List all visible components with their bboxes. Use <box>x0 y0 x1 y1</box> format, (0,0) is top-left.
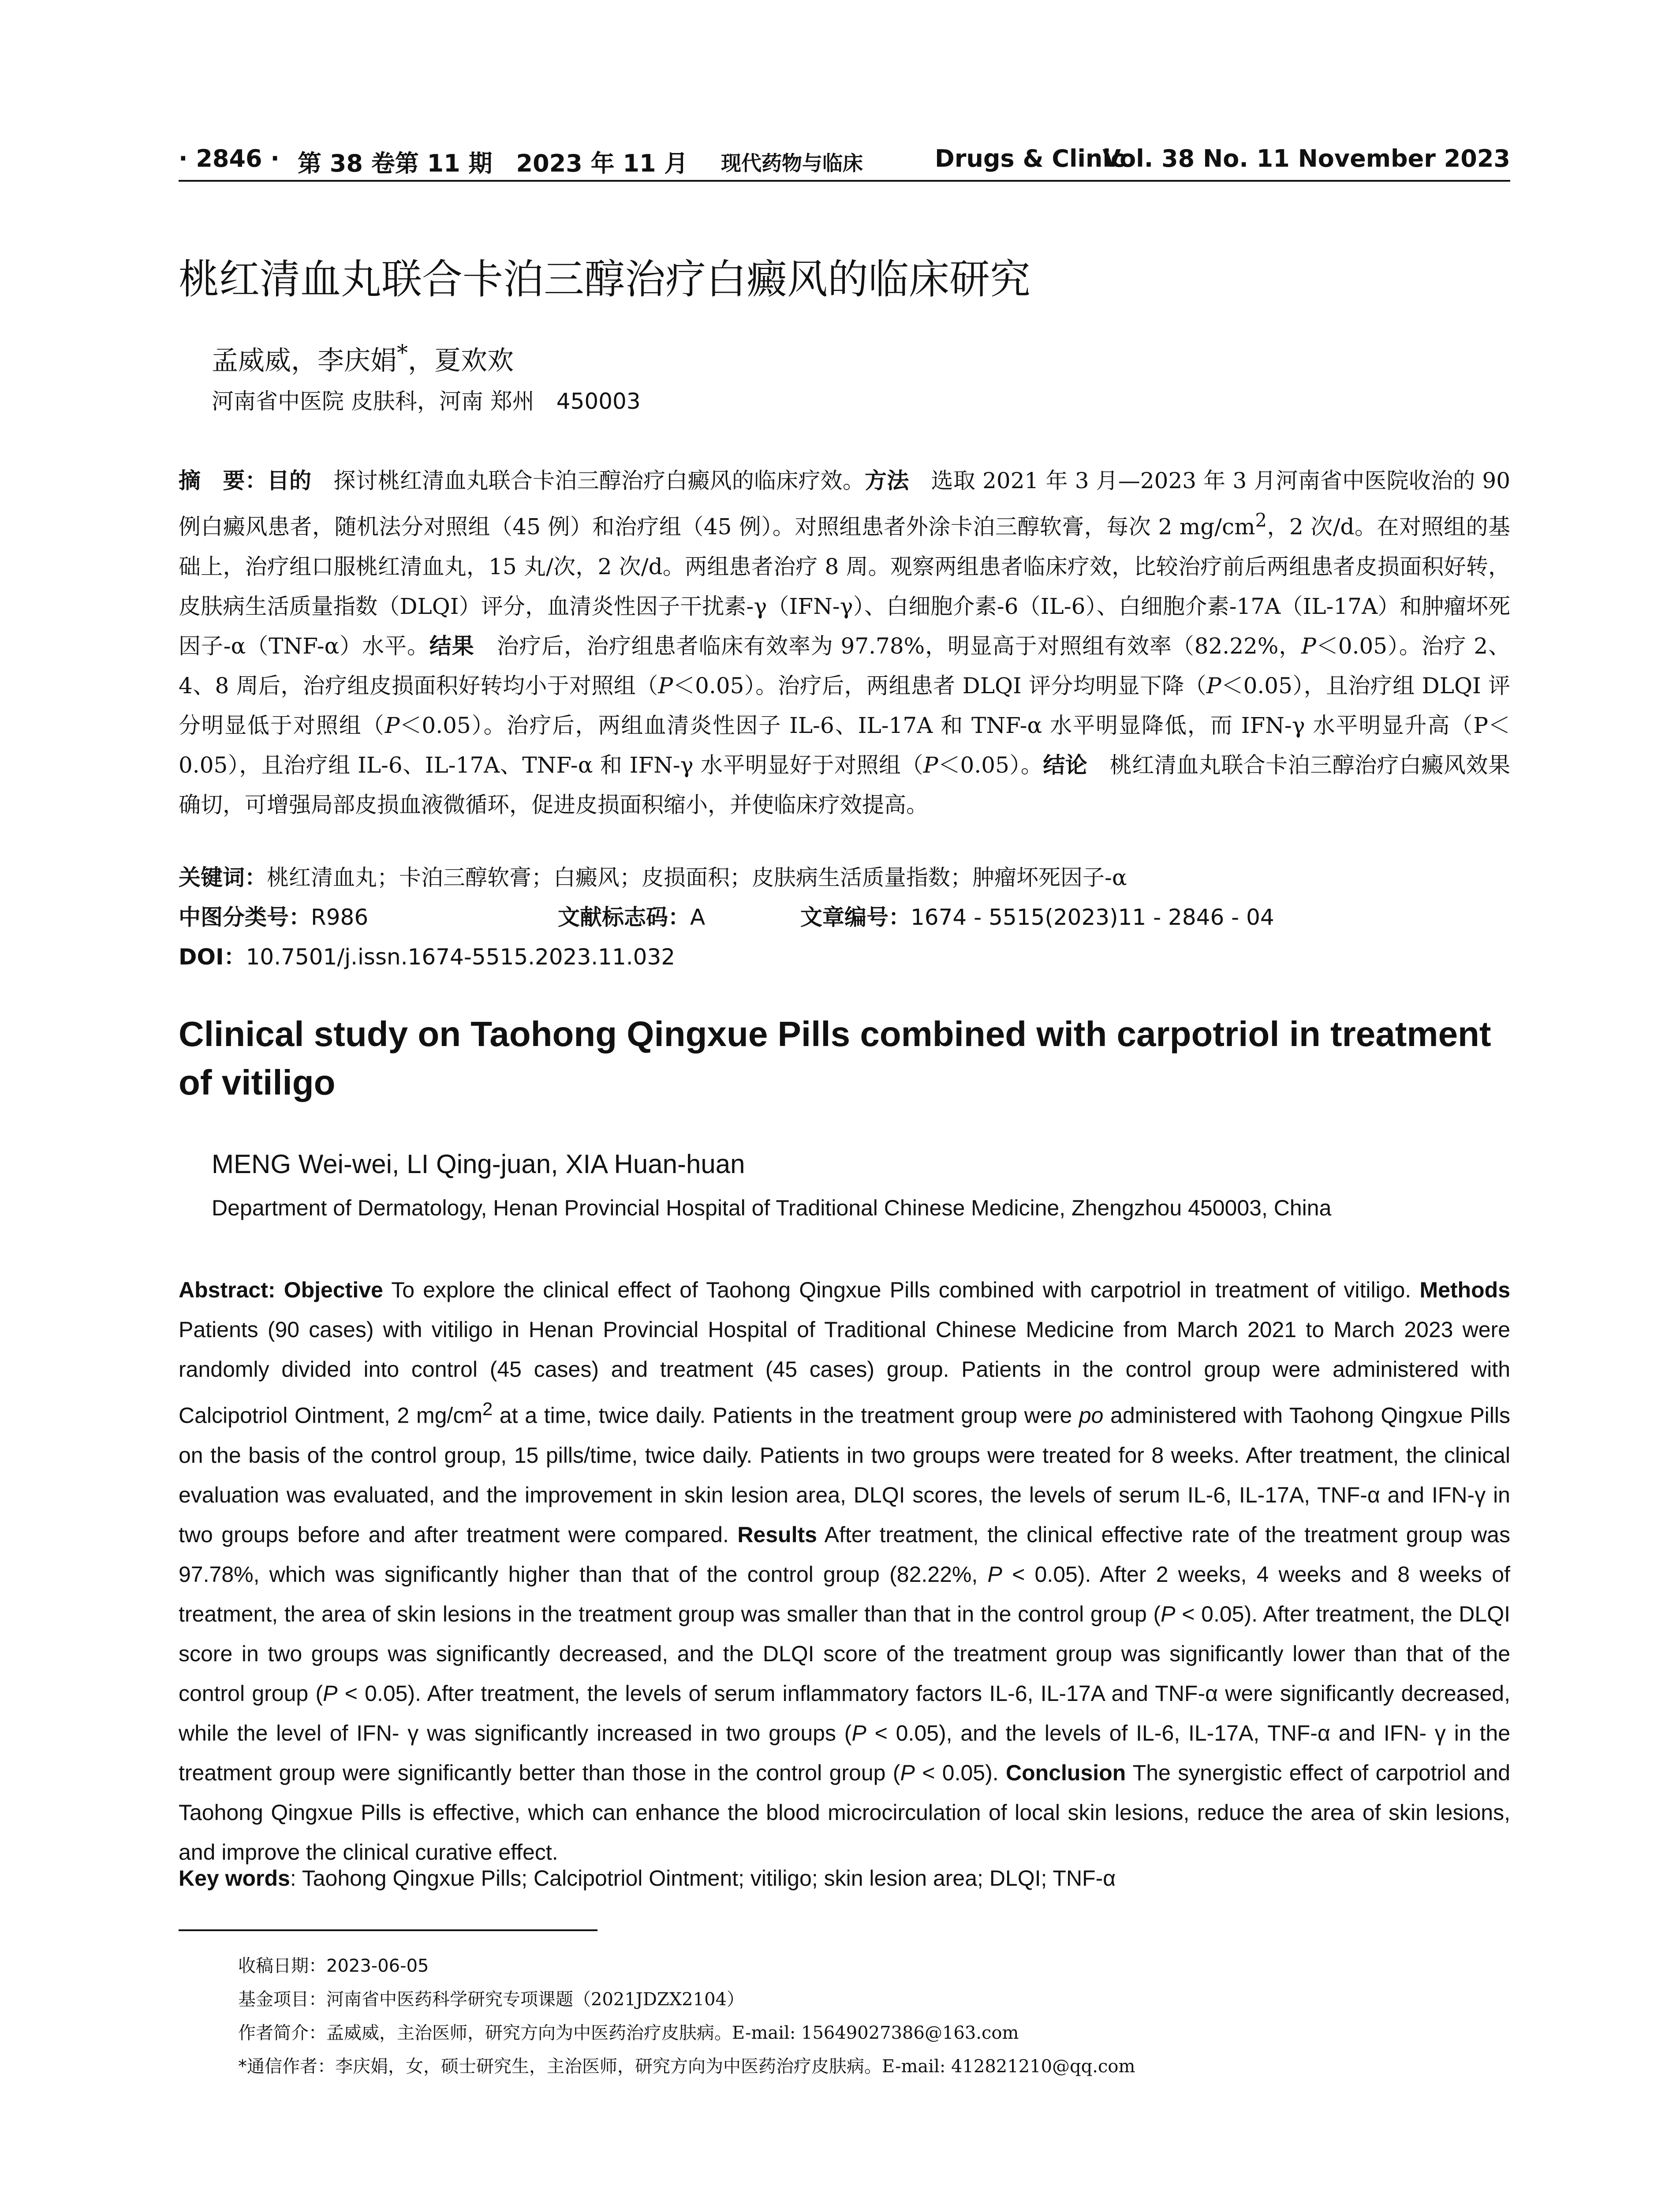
p-value-symbol: P <box>1161 1601 1176 1626</box>
authors-cn <box>212 340 514 377</box>
p-value-symbol: P <box>323 1681 338 1706</box>
results-text-en: < 0.05). <box>915 1760 1006 1785</box>
keywords-text-cn: 桃红清血丸；卡泊三醇软膏；白癜风；皮损面积；皮肤病生活质量指数；肿瘤坏死因子-α <box>267 865 1127 890</box>
objective-label-en: Objective <box>284 1278 383 1302</box>
title-en: Clinical study on Taohong Qingxue Pills combined with carpotriol in treatment of vitiligo <box>179 1014 1491 1102</box>
title-cn: 桃红清血丸联合卡泊三醇治疗白癜风的临床研究 <box>179 256 1031 303</box>
methods-text-en: at a time, twice daily. Patients in the treatment group were <box>493 1403 1079 1428</box>
classification-line <box>179 900 1510 931</box>
doi-line <box>179 939 1510 971</box>
p-value-symbol: P <box>1206 673 1221 699</box>
p-value-symbol: P <box>900 1760 915 1785</box>
p-value-symbol: P <box>1301 633 1316 659</box>
footnote-author <box>238 2016 1508 2050</box>
p-value-symbol: P <box>851 1720 866 1745</box>
methods-label-cn: 方法 <box>865 468 909 493</box>
abstract-label-en: Abstract: <box>179 1278 276 1302</box>
issue-info-en: Vol. 38 No. 11 November 2023 <box>1102 145 1510 172</box>
doi-label: DOI： <box>179 944 246 970</box>
fund-text: 河南省中医药科学研究专项课题（2021JDZX2104） <box>326 1989 744 2010</box>
abstract-label-cn: 摘 要： <box>179 468 267 493</box>
affiliation-cn: 河南省中医院 皮肤科，河南 郑州 450003 <box>212 389 641 414</box>
keywords-label-cn: 关键词： <box>179 865 267 890</box>
received-date: 2023-06-05 <box>326 1956 429 1976</box>
results-text-en: < 0.05), and the levels of IL-6, IL-17A, TNF-α and IFN- γ in the treatment group were significantly better than those in the control group ( <box>179 1720 1510 1785</box>
fund-label: 基金项目： <box>238 1989 326 2010</box>
article-label: 文章编号： <box>800 904 911 930</box>
doi-value[interactable]: 10.7501/j.issn.1674-5515.2023.11.032 <box>246 944 676 970</box>
keywords-label-en: Key words <box>179 1866 290 1891</box>
issue-info-cn: 第 38 卷第 11 期 2023 年 11 月 <box>298 149 688 177</box>
affiliation-en: Department of Dermatology, Henan Provincial Hospital of Traditional Chinese Medicine, Zhengzhou 450003, China <box>212 1196 1332 1220</box>
conclusion-label-cn: 结论 <box>1043 752 1088 778</box>
results-label-en: Results <box>737 1522 817 1547</box>
results-text-cn: ＜0.05）。治疗后，两组患者 DLQI 评分均明显下降（ <box>673 673 1206 699</box>
conclusion-label-en: Conclusion <box>1006 1760 1126 1785</box>
corresponding-label: *通信作者： <box>238 2056 335 2077</box>
doccode-value: A <box>690 904 706 930</box>
objective-text-cn: 探讨桃红清血丸联合卡泊三醇治疗白癜风的临床疗效。 <box>311 468 865 493</box>
results-text-cn: 治疗后，治疗组患者临床有效率为 97.78%，明显高于对照组有效率（82.22%， <box>474 633 1302 659</box>
p-value-symbol: P <box>987 1562 1002 1587</box>
abstract-cn <box>179 461 1510 825</box>
superscript: 2 <box>1255 509 1267 531</box>
running-header <box>179 140 1510 182</box>
footnote-divider <box>179 1929 597 1931</box>
class-label: 中图分类号： <box>179 904 311 930</box>
authors-cn-part1: 孟威威，李庆娟 <box>212 345 397 376</box>
results-label-cn: 结果 <box>429 633 474 659</box>
results-text-cn: ＜0.05）。治疗后，两组血清炎性因子 IL-6、IL-17A 和 TNF-α 水平明显降低，而 IFN-γ 水平明显升高（P＜0.05），且治疗组 IL-6、IL-17A、TNF-α 和 IFN-γ 水平明显好于对照组（ <box>179 712 1511 778</box>
page-number: · 2846 · <box>179 145 280 172</box>
corresponding-text: 李庆娟，女，硕士研究生，主治医师，研究方向为中医药治疗皮肤病。E-mail: 412821210@qq.com <box>335 2056 1135 2077</box>
p-value-symbol: P <box>658 673 673 699</box>
doccode-label: 文献标志码： <box>558 904 690 930</box>
methods-text-cn: 选取 2021 年 3 月—2023 年 3 月河南省中医院收治的 90 例白癜风患者，随机法分对照组（45 例）和治疗组（45 例）。对照组患者外涂卡泊三醇软膏，每次 2 mg/cm <box>179 468 1511 540</box>
methods-label-en: Methods <box>1419 1278 1510 1302</box>
keywords-en <box>179 1865 1510 1891</box>
results-text-cn: ＜0.05），且治疗组 DLQI 评分明显低于对照组（ <box>179 673 1510 738</box>
objective-label-cn: 目的 <box>267 468 312 493</box>
superscript: 2 <box>482 1398 493 1419</box>
p-value-symbol: P <box>385 712 400 738</box>
methods-text-en: Patients (90 cases) with vitiligo in Henan Provincial Hospital of Traditional Chinese Medicine from March 2021 to March 2023 were randomly divided into control (45 cases) and treatment (45 cases) group. Patients in the control group were administered with Calcipotriol Ointment, 2 mg/cm <box>179 1317 1510 1428</box>
authors-en: MENG Wei-wei, LI Qing-juan, XIA Huan-huan <box>212 1149 745 1179</box>
journal-name-en: Drugs & Clinic <box>935 145 1125 172</box>
methods-text-en: administered with Taohong Qingxue Pills on the basis of the control group, 15 pills/time, twice daily. Patients in two groups were treated for 8 weeks. After treatment, the clinical evaluation was evaluated, and the improvement in skin lesion area, DLQI scores, the levels of serum IL-6, IL-17A, TNF-α and IFN-γ in two groups before and after treatment were compared. <box>179 1403 1510 1547</box>
corresponding-mark: * <box>397 340 408 366</box>
results-text-en: After treatment, the clinical effective rate of the treatment group was 97.78%, which was significantly higher than that of the control group (82.22%, <box>179 1522 1510 1587</box>
authors-cn-part2: ，夏欢欢 <box>408 345 514 376</box>
results-text-cn: ＜0.05）。治疗 2、4、8 周后，治疗组皮损面积好转均小于对照组（ <box>179 633 1510 699</box>
footnotes <box>238 1949 1508 2083</box>
objective-text-en: To explore the clinical effect of Taohong Qingxue Pills combined with carpotriol in treatment of vitiligo. <box>383 1278 1420 1302</box>
footnote-corresponding <box>238 2050 1508 2083</box>
keywords-text-en: : Taohong Qingxue Pills; Calcipotriol Ointment; vitiligo; skin lesion area; DLQI; TNF-α <box>290 1866 1116 1891</box>
abstract-en <box>179 1270 1510 1872</box>
results-text-en: < 0.05). After treatment, the levels of serum inflammatory factors IL-6, IL-17A and TNF-α were significantly decreased, while the level of IFN- γ was significantly increased in two groups ( <box>179 1681 1510 1745</box>
received-label: 收稿日期： <box>238 1956 326 1976</box>
footnote-fund <box>238 1983 1508 2016</box>
conclusion-text-cn: 桃红清血丸联合卡泊三醇治疗白癜风效果确切，可增强局部皮损血液微循环，促进皮损面积缩小，并使临床疗效提高。 <box>179 752 1510 818</box>
results-text-cn: ＜0.05）。 <box>938 752 1043 778</box>
keywords-cn <box>179 860 1510 892</box>
p-value-symbol: P <box>923 752 938 778</box>
footnote-received <box>238 1949 1508 1983</box>
author-bio-label: 作者简介： <box>238 2023 326 2043</box>
conclusion-text-en: The synergistic effect of carpotriol and Taohong Qingxue Pills is effective, which can enhance the blood microcirculation of local skin lesions, reduce the area of skin lesions, and improve the clinical curative effect. <box>179 1760 1511 1865</box>
article-value: 1674 - 5515(2023)11 - 2846 - 04 <box>911 904 1274 930</box>
author-bio-text: 孟威威，主治医师，研究方向为中医药治疗皮肤病。E-mail: 15649027386@163.com <box>326 2023 1019 2043</box>
po-italic: po <box>1079 1403 1104 1428</box>
methods-text-cn: ，2 次/d。在对照组的基础上，治疗组口服桃红清血丸，15 丸/次，2 次/d。两组患者治疗 8 周。观察两组患者临床疗效，比较治疗前后两组患者皮损面积好转，皮肤病生活质量指数（DLQI）评分，血清炎性因子干扰素-γ（IFN-γ）、白细胞介素-6（IL-6）、白细胞介素-17A（IL-17A）和肿瘤坏死因子-α（TNF-α）水平。 <box>179 514 1510 659</box>
journal-name-cn: 现代药物与临床 <box>721 151 863 175</box>
class-value: R986 <box>311 904 369 930</box>
results-text-en: < 0.05). After 2 weeks, 4 weeks and 8 weeks of treatment, the area of skin lesions in the treatment group was smaller than that in the control group ( <box>179 1562 1510 1626</box>
results-text-en: < 0.05). After treatment, the DLQI score in two groups was significantly decreased, and the DLQI score of the treatment group was significantly lower than that of the control group ( <box>179 1601 1510 1706</box>
